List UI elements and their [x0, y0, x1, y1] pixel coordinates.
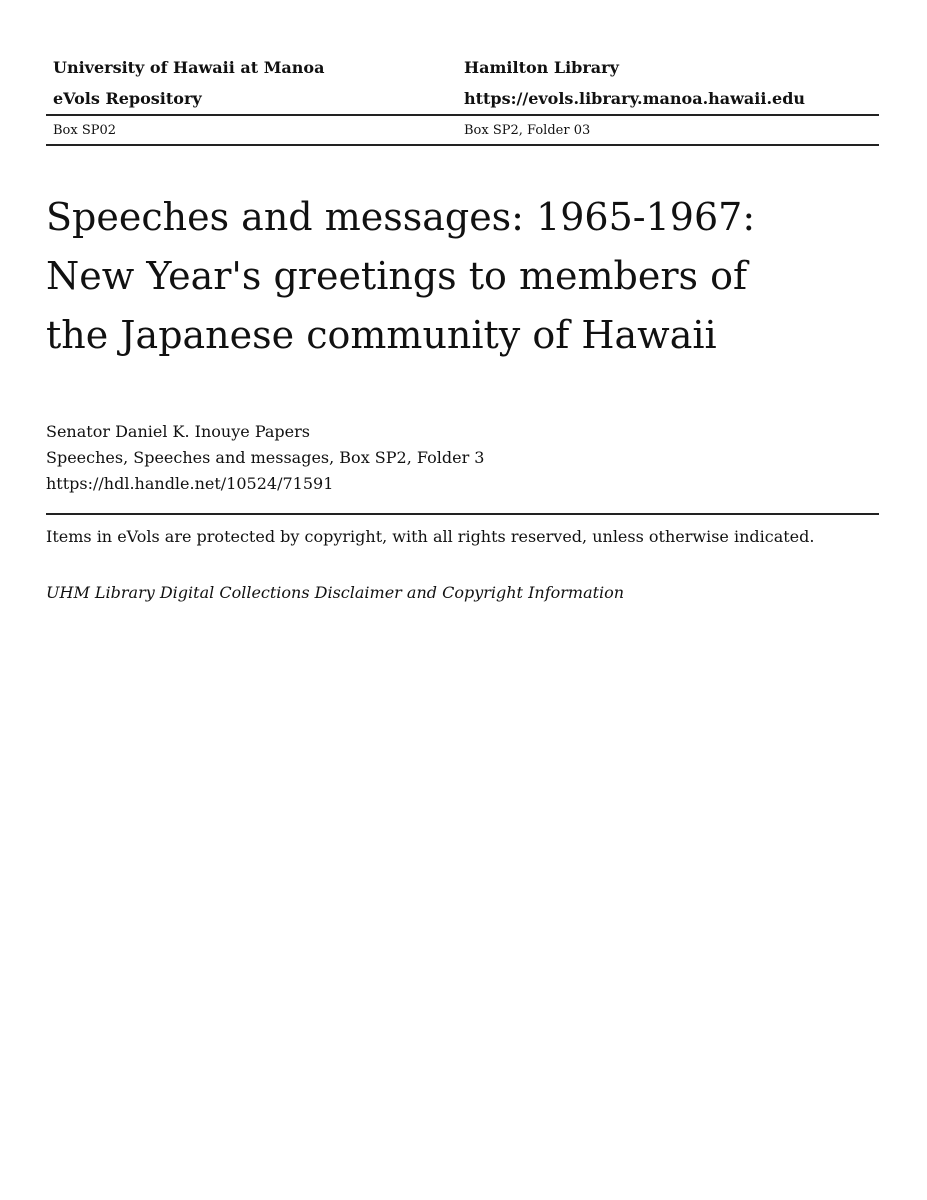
- header-block: [46, 52, 879, 146]
- header-row-3: [46, 116, 879, 144]
- document-title: Speeches and messages: 1965-1967: New Year's greetings to members of the Japanese community of Hawaii: [46, 195, 756, 357]
- rights-statement: Items in eVols are protected by copyright, with all rights reserved, unless otherwise indicated.: [46, 527, 815, 546]
- header-row-1: [46, 52, 879, 83]
- handle-link[interactable]: https://hdl.handle.net/10524/71591: [46, 474, 334, 493]
- repository-url[interactable]: https://evols.library.manoa.hawaii.edu: [464, 89, 806, 108]
- library-name: Hamilton Library: [464, 58, 619, 77]
- metadata-block: [46, 419, 484, 497]
- institution-name: University of Hawaii at Manoa: [53, 58, 325, 77]
- box-label: Box SP02: [53, 122, 117, 138]
- repository-name: eVols Repository: [53, 89, 202, 108]
- box-folder-label: Box SP2, Folder 03: [464, 122, 591, 138]
- series-path: Speeches, Speeches and messages, Box SP2, Folder 3: [46, 448, 485, 467]
- body-divider: [46, 513, 879, 515]
- header-row-2: [46, 83, 879, 114]
- header-bottom-divider: [46, 144, 879, 146]
- collection-name: Senator Daniel K. Inouye Papers: [46, 422, 310, 441]
- disclaimer-link[interactable]: UHM Library Digital Collections Disclaimer and Copyright Information: [46, 583, 625, 602]
